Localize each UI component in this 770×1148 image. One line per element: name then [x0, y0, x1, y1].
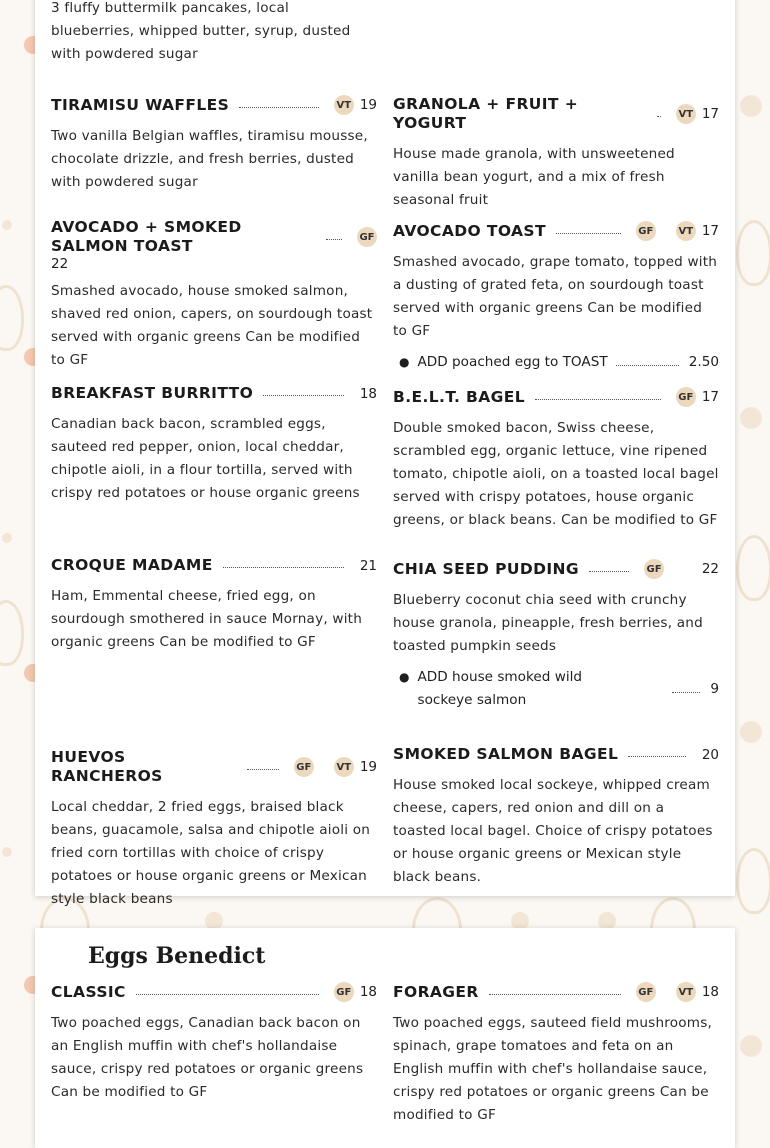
vegetarian-badge: VT: [676, 221, 696, 241]
item-name: HUEVOS RANCHEROS: [51, 748, 163, 785]
decor-pear-shape: [736, 220, 770, 286]
gluten-free-badge: GF: [636, 982, 656, 1002]
leader-dots: [239, 107, 319, 108]
leader-dots: [136, 994, 319, 995]
item-name: GRANOLA + FRUIT + YOGURT: [393, 95, 579, 132]
menu-item-huevos-rancheros: [51, 748, 377, 911]
item-description: Canadian back bacon, scrambled eggs, sauteed red pepper, onion, local cheddar, chipotle aioli, in a flour tortilla, served with crispy red potatoes or house organic greens: [51, 416, 360, 501]
item-description: Blueberry coconut chia seed with crunchy house granola, pineapple, fresh berries, and toasted pumpkin seeds: [393, 592, 703, 654]
decor-pear-shape: [736, 848, 770, 914]
item-price: 21: [359, 557, 377, 574]
leader-dots: [589, 571, 629, 572]
menu-item-avocado-salmon-toast: [51, 218, 377, 372]
decor-dot: [2, 533, 12, 543]
menu-item-tiramisu-waffles: [51, 95, 377, 194]
menu-item-avocado-toast: [393, 221, 719, 374]
item-name: AVOCADO + SMOKED SALMON TOAST: [51, 218, 242, 255]
item-name: AVOCADO TOAST: [393, 221, 546, 240]
gluten-free-badge: GF: [334, 982, 354, 1002]
leader-dots: [616, 365, 679, 366]
bullet-icon: ●: [399, 670, 410, 684]
leader-dots: [672, 692, 700, 693]
item-description: Two poached eggs, Canadian back bacon on an English muffin with chef's hollandaise sauce, crispy red potatoes or organic greens Can be modified to GF: [51, 1015, 364, 1100]
leader-dots: [263, 395, 344, 396]
item-price: 18: [359, 385, 377, 402]
item-name: TIRAMISU WAFFLES: [51, 95, 230, 114]
decor-dot: [740, 1035, 762, 1057]
addon-label: ADD house smoked wild sockeye salmon: [417, 669, 582, 708]
decor-pear-shape: [736, 535, 770, 601]
item-description: Double smoked bacon, Swiss cheese, scrambled egg, organic lettuce, vine ripened tomato, chipotle aioli, on a toasted local bagel served with crispy potatoes, house organic greens, or black beans. Can be modified to GF: [393, 420, 719, 528]
decor-dot: [740, 407, 762, 429]
item-description: Two poached eggs, sauteed field mushrooms, spinach, grape tomatoes and feta on an English muffin with chef's hollandaise sauce, crispy red potatoes or organic greens Can be modified to GF: [393, 1015, 713, 1123]
leader-dots: [535, 399, 661, 400]
item-description: Local cheddar, 2 fried eggs, braised black beans, guacamole, salsa and chipotle aioli on fried corn tortillas with choice of crispy potatoes or house organic greens or Mexican style black beans: [51, 799, 371, 907]
menu-card-eggs-benedict: [35, 928, 735, 1148]
gluten-free-badge: GF: [636, 221, 656, 241]
item-name: BREAKFAST BURRITTO: [51, 384, 254, 402]
vegetarian-badge: VT: [334, 757, 354, 777]
addon-option: [393, 666, 719, 712]
item-price: 22: [51, 256, 69, 272]
addon-price: 2.50: [688, 354, 719, 370]
leader-dots: [628, 756, 686, 757]
item-name: CLASSIC: [51, 982, 126, 1001]
menu-item-pancakes: [51, 0, 371, 66]
item-description: Ham, Emmental cheese, fried egg, on sourdough smothered in sauce Mornay, with organic greens Can be modified to GF: [51, 588, 363, 650]
section-title: Eggs Benedict: [88, 943, 266, 969]
item-description: House made granola, with unsweetened vanilla bean yogurt, and a mix of fresh seasonal fruit: [393, 146, 675, 208]
item-name: CHIA SEED PUDDING: [393, 559, 580, 578]
item-description: House smoked local sockeye, whipped cream cheese, capers, red onion and dill on a toasted local bagel. Choice of crispy potatoes or house organic greens or Mexican style black beans.: [393, 777, 713, 885]
gluten-free-badge: GF: [357, 227, 377, 247]
item-price: 18: [359, 984, 377, 1000]
menu-card-breakfast: [35, 0, 735, 907]
decor-pear-shape: [0, 600, 24, 666]
item-name: B.E.L.T. BAGEL: [393, 387, 526, 406]
addon-option: [393, 351, 719, 374]
menu-item-granola: [393, 95, 719, 212]
menu-item-forager-benedict: [393, 982, 719, 1127]
decor-dot: [2, 220, 12, 230]
menu-item-belt-bagel: [393, 387, 719, 532]
item-name: FORAGER: [393, 982, 479, 1001]
gluten-free-badge: GF: [294, 757, 314, 777]
bullet-icon: ●: [399, 355, 410, 369]
menu-item-classic-benedict: [51, 982, 377, 1104]
item-description: Smashed avocado, grape tomato, topped with a dusting of grated feta, on sourdough toast served with organic greens Can be modified to GF: [393, 254, 718, 339]
item-description: 3 fluffy buttermilk pancakes, local blueberries, whipped butter, syrup, dusted with powdered sugar: [51, 0, 351, 62]
item-price: 22: [701, 561, 719, 577]
item-name: CROQUE MADAME: [51, 556, 213, 574]
item-price: 20: [701, 746, 719, 763]
item-price: 17: [701, 106, 719, 122]
item-price: 17: [701, 223, 719, 239]
decor-dot: [2, 847, 12, 857]
leader-dots: [247, 769, 279, 770]
item-description: Smashed avocado, house smoked salmon, shaved red onion, capers, on sourdough toast served with organic greens Can be modified to GF: [51, 283, 373, 368]
gluten-free-badge: GF: [644, 559, 664, 579]
item-name: SMOKED SALMON BAGEL: [393, 745, 619, 763]
leader-dots: [223, 567, 344, 568]
addon-label: ADD poached egg to TOAST: [417, 354, 608, 370]
item-price: 18: [701, 984, 719, 1000]
addon-price: 9: [710, 680, 719, 697]
menu-item-breakfast-burrito: [51, 384, 377, 505]
item-price: 17: [701, 389, 719, 405]
vegetarian-badge: VT: [676, 982, 696, 1002]
leader-dots: [556, 233, 621, 234]
vegetarian-badge: VT: [676, 104, 696, 124]
item-price: 19: [359, 97, 377, 113]
gluten-free-badge: GF: [676, 387, 696, 407]
vegetarian-badge: VT: [334, 95, 354, 115]
item-price: 19: [359, 759, 377, 775]
leader-dots: [489, 994, 621, 995]
leader-dots: [657, 116, 661, 117]
decor-pear-shape: [0, 285, 24, 351]
decor-dot: [740, 95, 762, 117]
menu-item-smoked-salmon-bagel: [393, 745, 719, 889]
leader-dots: [326, 239, 342, 240]
menu-item-croque-madame: [51, 556, 377, 654]
item-description: Two vanilla Belgian waffles, tiramisu mousse, chocolate drizzle, and fresh berries, dusted with powdered sugar: [51, 128, 368, 190]
menu-item-chia-pudding: [393, 559, 719, 712]
decor-dot: [740, 721, 762, 743]
